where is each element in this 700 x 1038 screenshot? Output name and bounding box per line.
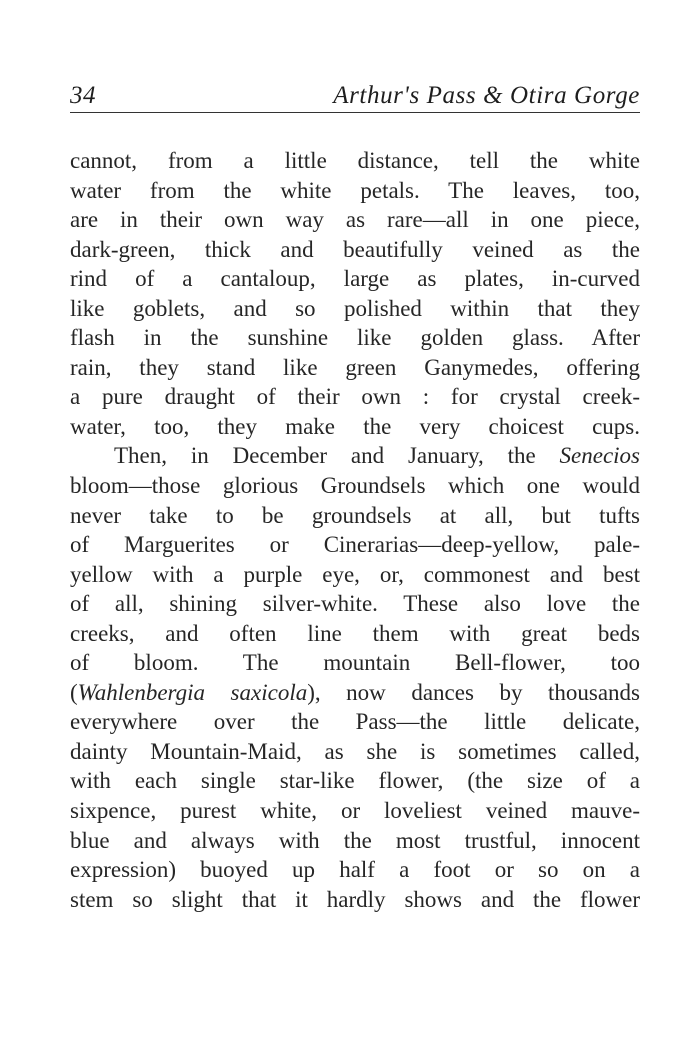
- text-line: with each single star-like flower, (the size of a: [70, 768, 640, 794]
- text-run: ), now dances by thousands: [307, 679, 640, 705]
- text-line: rind of a cantaloup, large as plates, in-curved: [70, 266, 640, 292]
- text-line: blue and always with the most trustful, innocent: [70, 827, 640, 853]
- text-run: (: [70, 679, 78, 705]
- text-line: flash in the sunshine like golden glass. After: [70, 325, 640, 351]
- text-line: of bloom. The mountain Bell-flower, too: [70, 650, 640, 676]
- text-line: everywhere over the Pass—the little delicate,: [70, 709, 640, 735]
- header-rule: [70, 112, 640, 113]
- italic-term: Wahlenbergia saxicola: [77, 679, 308, 705]
- text-run: Then, in December and January, the: [114, 443, 560, 469]
- text-line: like goblets, and so polished within that they: [70, 295, 640, 321]
- page-number: 34: [70, 82, 96, 109]
- text-line: rain, they stand like green Ganymedes, offering: [70, 354, 640, 380]
- text-line: stem so slight that it hardly shows and the flower: [70, 886, 640, 912]
- text-line: of all, shining silver-white. These also love the: [70, 591, 640, 617]
- text-line: are in their own way as rare—all in one piece,: [70, 207, 640, 233]
- text-line: yellow with a purple eye, or, commonest and best: [70, 561, 640, 587]
- text-line: bloom—those glorious Groundsels which one would: [70, 473, 640, 499]
- running-header: [70, 70, 640, 110]
- body-text: [70, 146, 640, 914]
- text-line: of Marguerites or Cinerarias—deep-yellow, pale-: [70, 532, 640, 558]
- text-line: sixpence, purest white, or loveliest veined mauve-: [70, 798, 640, 824]
- text-line: water, too, they make the very choicest cups.: [70, 413, 640, 439]
- italic-term: Senecios: [559, 443, 640, 469]
- text-line: cannot, from a little distance, tell the white: [70, 148, 640, 173]
- text-line: expression) buoyed up half a foot or so on a: [70, 857, 640, 883]
- text-line: a pure draught of their own : for crystal creek-: [70, 384, 640, 410]
- text-line: water from the white petals. The leaves, too,: [70, 177, 640, 203]
- running-title: Arthur's Pass & Otira Gorge: [333, 82, 640, 109]
- text-line: dark-green, thick and beautifully veined as the: [70, 236, 640, 262]
- text-line: creeks, and often line them with great beds: [70, 620, 640, 646]
- text-line: never take to be groundsels at all, but tufts: [70, 502, 640, 528]
- text-line: dainty Mountain-Maid, as she is sometimes called,: [70, 738, 640, 764]
- text-line: [70, 678, 640, 708]
- text-line-paragraph-start: [70, 441, 640, 471]
